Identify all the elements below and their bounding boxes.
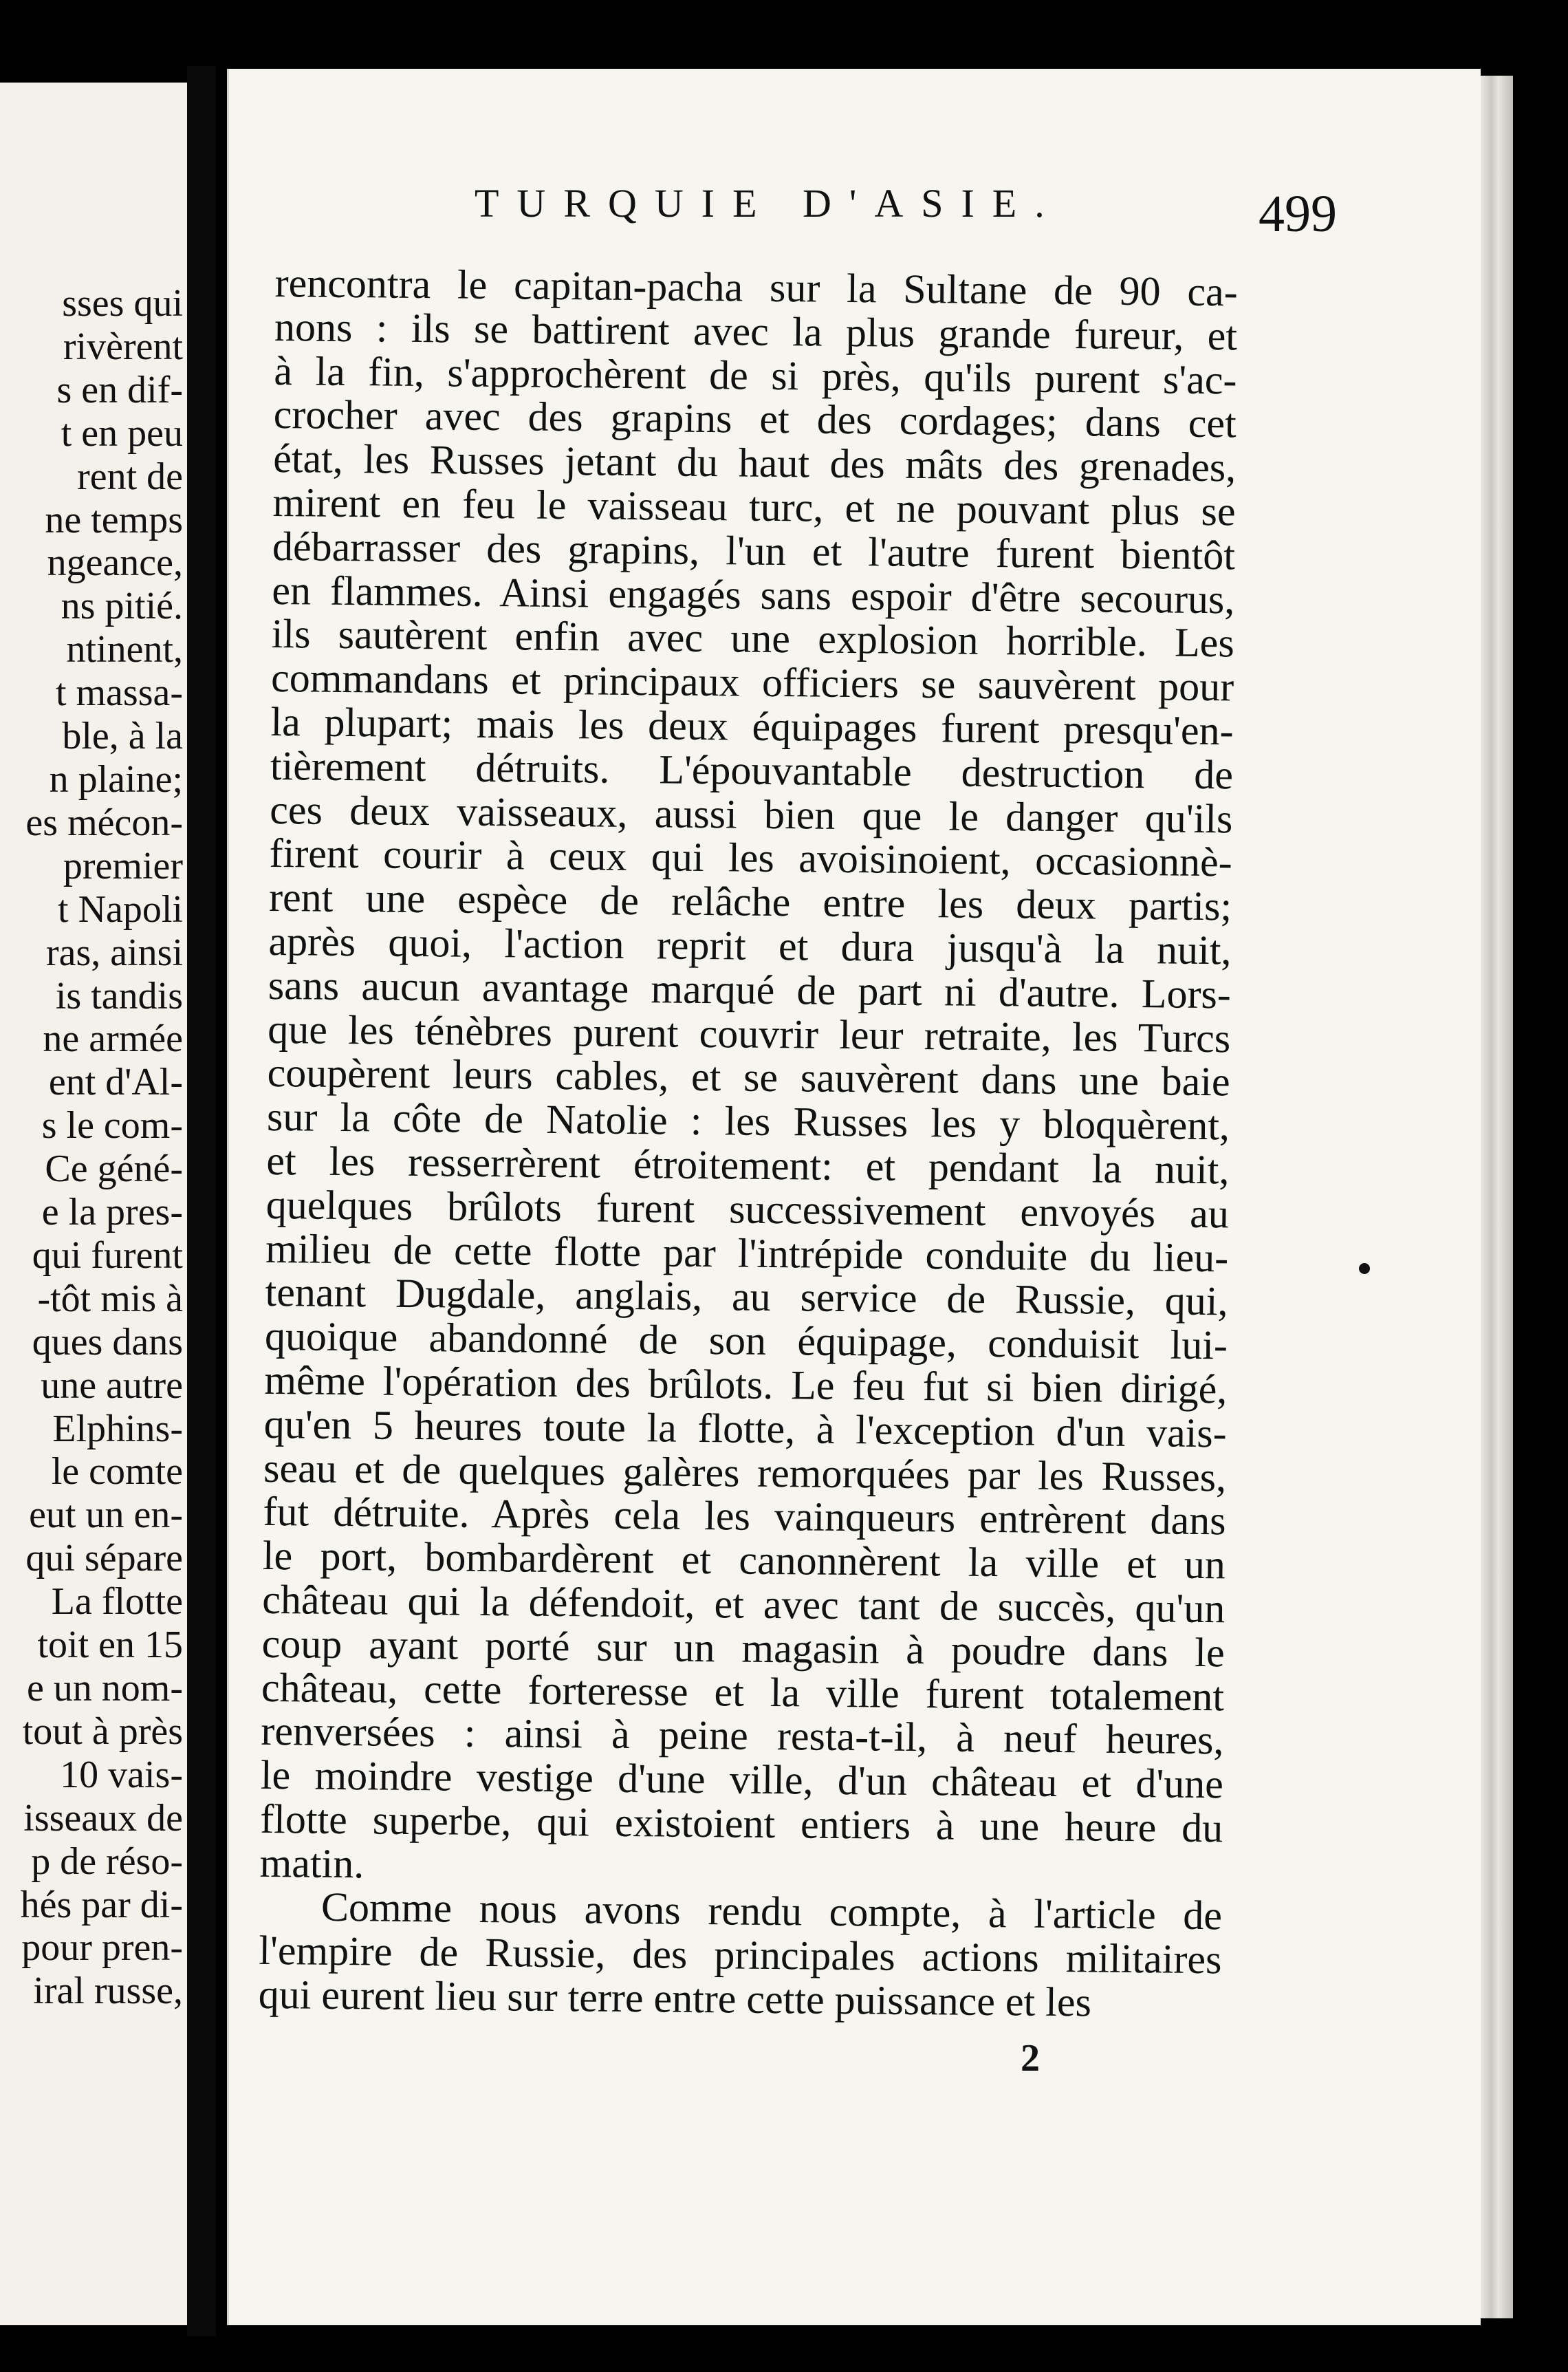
left-text-fragment: iral russe, xyxy=(33,1970,183,2013)
text-line: renversées : ainsi à peine resta-t-il, à neuf heures, xyxy=(261,1708,1224,1763)
left-text-fragment: rivèrent xyxy=(63,325,183,368)
text-line: Comme nous avons rendu compte, à l'article de xyxy=(320,1884,1223,1939)
text-line: seau et de quelques galères remorquées par les Russes, xyxy=(263,1445,1227,1500)
left-page xyxy=(0,83,187,2325)
text-line: rencontra le capitan-pacha sur la Sultane de 90 ca- xyxy=(274,260,1238,315)
text-line: firent courir à ceux qui les avoisinoient, occasionnè- xyxy=(269,830,1232,885)
left-page-text-fragments xyxy=(0,282,183,2013)
ink-spot xyxy=(1359,1263,1370,1274)
text-line: matin. xyxy=(259,1840,364,1887)
left-text-fragment: isseaux de xyxy=(23,1796,183,1840)
left-text-fragment: qui furent xyxy=(32,1233,183,1277)
text-line: la plupart; mais les deux équipages furent presqu'en- xyxy=(270,698,1234,754)
left-text-fragment: ns pitié. xyxy=(61,585,183,628)
left-text-fragment: eut un en- xyxy=(29,1494,183,1537)
text-line: à la fin, s'approchèrent de si près, qu'ils purent s'ac- xyxy=(274,347,1237,403)
text-line: l'empire de Russie, des principales actions militaires xyxy=(259,1928,1222,1983)
text-line: le moindre vestige d'une ville, d'un château et d'une xyxy=(260,1751,1224,1807)
text-line: en flammes. Ainsi engagés sans espoir d'être secourus, xyxy=(272,567,1235,622)
text-line: coup ayant porté sur un magasin à poudre dans le xyxy=(261,1620,1225,1676)
left-text-fragment: ras, ainsi xyxy=(45,931,183,974)
running-head: TURQUIE D'ASIE. xyxy=(475,181,1063,226)
text-line: même l'opération des brûlots. Le feu fut si bien dirigé, xyxy=(264,1357,1228,1412)
signature-mark: 2 xyxy=(1021,2037,1040,2080)
left-text-fragment: une autre xyxy=(41,1363,183,1407)
left-text-fragment: 10 vais- xyxy=(60,1753,183,1796)
left-text-fragment: ntinent, xyxy=(66,628,183,671)
left-text-fragment: rent de xyxy=(77,455,183,498)
left-text-fragment: -tôt mis à xyxy=(37,1277,183,1320)
left-text-fragment: hés par di- xyxy=(20,1883,183,1926)
page-number: 499 xyxy=(1259,185,1337,243)
text-line: nons : ils se battirent avec la plus grande fureur, et xyxy=(274,303,1238,359)
left-text-fragment: es mécon- xyxy=(25,801,183,844)
body-text xyxy=(259,261,1238,2026)
left-text-fragment: le comte xyxy=(51,1450,183,1494)
left-text-fragment: t Napoli xyxy=(58,887,183,931)
text-line: château qui la défendoit, et avec tant de succès, qu'un xyxy=(262,1576,1226,1632)
left-text-fragment: t massa- xyxy=(55,671,183,715)
left-text-fragment: s en dif- xyxy=(56,368,183,411)
text-line: rent une espèce de relâche entre les deux partis; xyxy=(268,874,1232,929)
text-line: milieu de cette flotte par l'intrépide conduite du lieu- xyxy=(265,1225,1229,1280)
left-text-fragment: is tandis xyxy=(55,974,183,1017)
text-line: que les ténèbres purent couvrir leur retraite, les Turcs xyxy=(267,1006,1231,1061)
left-text-fragment: Ce géné- xyxy=(45,1147,183,1191)
text-line: et les resserrèrent étroitement: et pendant la nuit, xyxy=(266,1137,1230,1193)
left-text-fragment: ble, à la xyxy=(62,715,183,758)
left-text-fragment: premier xyxy=(63,844,183,887)
text-line: ils sautèrent enfin avec une explosion horrible. Les xyxy=(271,611,1235,666)
left-text-fragment: pour pren- xyxy=(21,1926,183,1970)
left-text-fragment: La flotte xyxy=(51,1580,183,1624)
text-line: crocher avec des grapins et des cordages; dans cet xyxy=(273,391,1237,446)
text-line: château, cette forteresse et la ville furent totalement xyxy=(261,1664,1225,1719)
text-line: commandans et principaux officiers se sauvèrent pour xyxy=(270,655,1234,710)
text-line: quoique abandonné de son équipage, conduisit lui- xyxy=(264,1313,1228,1368)
left-text-fragment: ne armée xyxy=(43,1017,183,1061)
text-line: tenant Dugdale, anglais, au service de Russie, qui, xyxy=(265,1269,1228,1324)
text-line: mirent en feu le vaisseau turc, et ne pouvant plus se xyxy=(272,479,1236,535)
text-line: le port, bombardèrent et canonnèrent la ville et un xyxy=(262,1533,1226,1588)
text-line: quelques brûlots furent successivement envoyés au xyxy=(265,1181,1230,1237)
text-line: flotte superbe, qui existoient entiers à une heure du xyxy=(259,1796,1223,1851)
text-line: qui eurent lieu sur terre entre cette puissance et les xyxy=(258,1971,1092,2025)
left-text-fragment: ne temps xyxy=(45,498,183,541)
left-text-fragment: ngeance, xyxy=(47,541,183,585)
text-line: sur la côte de Natolie : les Russes les y bloquèrent, xyxy=(266,1094,1230,1149)
text-line: fut détruite. Après cela les vainqueurs entrèrent dans xyxy=(263,1489,1226,1544)
left-text-fragment: s le com- xyxy=(41,1104,183,1147)
text-line: coupèrent leurs cables, et se sauvèrent dans une baie xyxy=(267,1050,1230,1105)
left-text-fragment: p de réso- xyxy=(31,1840,183,1883)
left-text-fragment: e la pres- xyxy=(41,1191,183,1234)
left-text-fragment: tout à près xyxy=(22,1710,183,1753)
text-line: tièrement détruits. L'épouvantable destruction de xyxy=(270,742,1234,798)
left-text-fragment: qui sépare xyxy=(25,1537,183,1580)
text-line: état, les Russes jetant du haut des mâts des grenades, xyxy=(272,435,1237,490)
left-text-fragment: sses qui xyxy=(62,282,183,325)
left-text-fragment: n plaine; xyxy=(49,757,183,801)
left-text-fragment: ques dans xyxy=(32,1320,183,1363)
text-line: ces deux vaisseaux, aussi bien que le danger qu'ils xyxy=(270,786,1233,841)
left-text-fragment: toit en 15 xyxy=(37,1624,183,1667)
left-text-fragment: t en peu xyxy=(61,411,183,455)
text-line: sans aucun avantage marqué de part ni d'autre. Lors- xyxy=(268,962,1232,1017)
text-line: qu'en 5 heures toute la flotte, à l'exception d'un vais- xyxy=(263,1401,1228,1456)
book-gutter xyxy=(187,66,216,2336)
text-line: après quoi, l'action reprit et dura jusqu'à la nuit, xyxy=(268,918,1232,973)
left-text-fragment: e un nom- xyxy=(26,1667,183,1710)
text-line: débarrasser des grapins, l'un et l'autre furent bientôt xyxy=(272,523,1236,579)
left-text-fragment: Elphins- xyxy=(52,1407,183,1450)
left-text-fragment: ent d'Al- xyxy=(48,1061,183,1104)
